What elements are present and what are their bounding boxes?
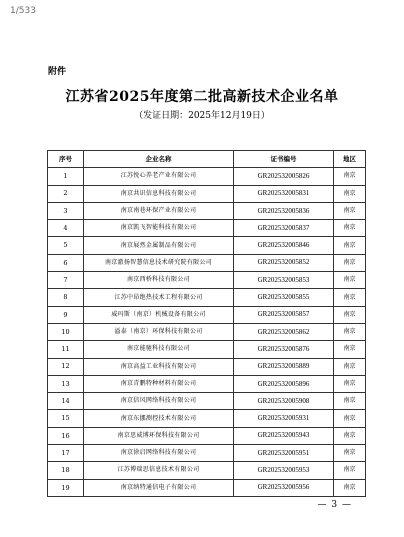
cell-region: 南京	[334, 358, 366, 375]
table-row	[48, 375, 366, 392]
cell-company-name: 南京西桥科技有限公司	[84, 272, 234, 289]
cell-company-name: 南京东挪测控技术有限公司	[84, 410, 234, 427]
cell-certificate-number: GR202532005956	[234, 479, 334, 496]
table-row	[48, 393, 366, 410]
cell-region: 南京	[334, 254, 366, 271]
cell-region: 南京	[334, 306, 366, 323]
cell-region: 南京	[334, 168, 366, 185]
cell-region: 南京	[334, 289, 366, 306]
company-list-table	[47, 150, 366, 497]
document-title: 江苏省2025年度第二批高新技术企业名单	[65, 89, 339, 105]
cell-company-name: 南京纳特通信电子有限公司	[84, 479, 234, 496]
cell-certificate-number: GR202532005826	[234, 168, 334, 185]
cell-no: 17	[48, 445, 84, 462]
cell-company-name: 南京青鹏特种材料有限公司	[84, 375, 234, 392]
cell-certificate-number: GR202532005853	[234, 272, 334, 289]
cell-no: 3	[48, 202, 84, 219]
table-row	[48, 445, 366, 462]
cell-no: 12	[48, 358, 84, 375]
table-row	[48, 462, 366, 479]
table-body	[48, 168, 366, 497]
cell-certificate-number: GR202532005836	[234, 202, 334, 219]
cell-region: 南京	[334, 202, 366, 219]
table-row	[48, 272, 366, 289]
table-row	[48, 185, 366, 202]
table-row	[48, 306, 366, 323]
cell-no: 19	[48, 479, 84, 496]
cell-region: 南京	[334, 220, 366, 237]
cell-region: 南京	[334, 323, 366, 340]
page-counter: 1/533	[10, 6, 36, 16]
cell-company-name: 南京思威博环保科技有限公司	[84, 427, 234, 444]
table-row	[48, 289, 366, 306]
cell-no: 1	[48, 168, 84, 185]
cell-region: 南京	[334, 375, 366, 392]
table-header-row	[48, 151, 366, 168]
page-number-footer: — 3 —	[317, 500, 352, 510]
cell-region: 南京	[334, 272, 366, 289]
cell-company-name: 威玛斯（南京）机械设备有限公司	[84, 306, 234, 323]
header-certificate-number: 证书编号	[234, 151, 334, 168]
cell-region: 南京	[334, 479, 366, 496]
cell-no: 13	[48, 375, 84, 392]
cell-region: 南京	[334, 462, 366, 479]
table-row	[48, 254, 366, 271]
table-row	[48, 341, 366, 358]
cell-company-name: 江苏中昂绝热技术工程有限公司	[84, 289, 234, 306]
table-row	[48, 323, 366, 340]
table-row	[48, 410, 366, 427]
table-row	[48, 479, 366, 496]
cell-company-name: 南京凯飞智能科技有限公司	[84, 220, 234, 237]
cell-region: 南京	[334, 237, 366, 254]
attachment-label: 附件	[48, 67, 67, 77]
cell-certificate-number: GR202532005896	[234, 375, 334, 392]
cell-certificate-number: GR202532005837	[234, 220, 334, 237]
cell-no: 8	[48, 289, 84, 306]
cell-certificate-number: GR202532005931	[234, 410, 334, 427]
cell-region: 南京	[334, 427, 366, 444]
header-region: 地区	[334, 151, 366, 168]
cell-certificate-number: GR202532005846	[234, 237, 334, 254]
cell-no: 14	[48, 393, 84, 410]
cell-certificate-number: GR202532005862	[234, 323, 334, 340]
cell-certificate-number: GR202532005889	[234, 358, 334, 375]
cell-no: 10	[48, 323, 84, 340]
cell-certificate-number: GR202532005876	[234, 341, 334, 358]
table-row	[48, 358, 366, 375]
cell-no: 9	[48, 306, 84, 323]
cell-no: 2	[48, 185, 84, 202]
cell-certificate-number: GR202532005857	[234, 306, 334, 323]
cell-region: 南京	[334, 445, 366, 462]
cell-certificate-number: GR202532005852	[234, 254, 334, 271]
cell-no: 7	[48, 272, 84, 289]
cell-region: 南京	[334, 341, 366, 358]
cell-certificate-number: GR202532005855	[234, 289, 334, 306]
cell-no: 5	[48, 237, 84, 254]
table-row	[48, 237, 366, 254]
cell-company-name: 溢泰（南京）环保科技有限公司	[84, 323, 234, 340]
table-row	[48, 168, 366, 185]
cell-certificate-number: GR202532005951	[234, 445, 334, 462]
cell-company-name: 南京徐启网络科技有限公司	[84, 445, 234, 462]
cell-region: 南京	[334, 393, 366, 410]
table-row	[48, 220, 366, 237]
cell-certificate-number: GR202532005908	[234, 393, 334, 410]
cell-company-name: 南京共识信息科技有限公司	[84, 185, 234, 202]
cell-no: 15	[48, 410, 84, 427]
table-row	[48, 427, 366, 444]
cell-certificate-number: GR202532005831	[234, 185, 334, 202]
cell-region: 南京	[334, 185, 366, 202]
document-subtitle: （发证日期：2025年12月19日）	[134, 111, 270, 121]
cell-company-name: 南京展然金属制品有限公司	[84, 237, 234, 254]
cell-company-name: 南京澈扬智慧信息技术研究院有限公司	[84, 254, 234, 271]
cell-no: 16	[48, 427, 84, 444]
cell-no: 11	[48, 341, 84, 358]
table-row	[48, 202, 366, 219]
header-company-name: 企业名称	[84, 151, 234, 168]
cell-no: 4	[48, 220, 84, 237]
cell-company-name: 南京南巷环保产业有限公司	[84, 202, 234, 219]
cell-certificate-number: GR202532005943	[234, 427, 334, 444]
cell-company-name: 江苏博瑞思信息技术有限公司	[84, 462, 234, 479]
cell-company-name: 江苏悦心养老产业有限公司	[84, 168, 234, 185]
cell-certificate-number: GR202532005953	[234, 462, 334, 479]
cell-region: 南京	[334, 410, 366, 427]
cell-no: 6	[48, 254, 84, 271]
cell-company-name: 南京信风网络科技有限公司	[84, 393, 234, 410]
cell-no: 18	[48, 462, 84, 479]
cell-company-name: 南京高益工业科技有限公司	[84, 358, 234, 375]
cell-company-name: 南京能驰科技有限公司	[84, 341, 234, 358]
header-no: 序号	[48, 151, 84, 168]
